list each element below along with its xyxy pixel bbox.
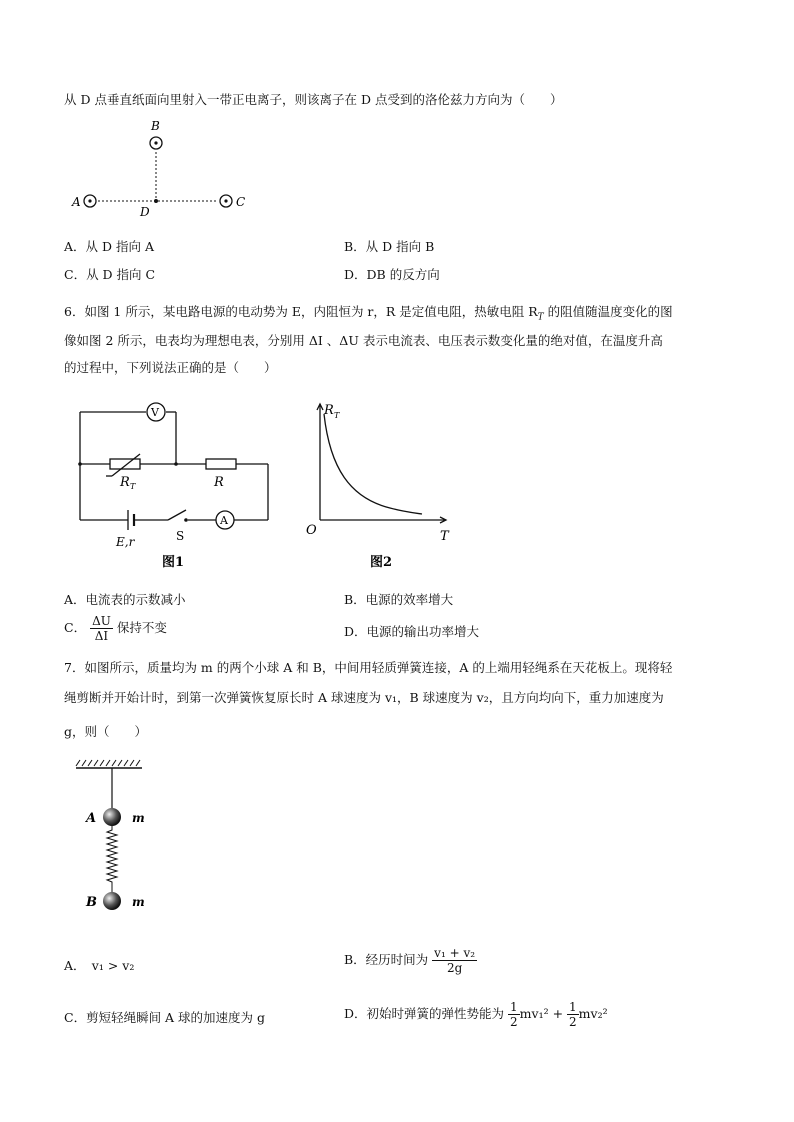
spring xyxy=(107,826,117,892)
label-source: E,r xyxy=(116,535,135,549)
point-d xyxy=(154,199,158,203)
svg-text:A: A xyxy=(220,514,228,527)
q5-option-c: C．从 D 指向 C xyxy=(64,267,156,282)
svg-text:T: T xyxy=(130,482,136,491)
ball-a xyxy=(103,808,121,826)
q6-option-c: C． $\frac{\Delta U}{\Delta I}$ 保持不变 xyxy=(64,614,167,643)
q6-option-b: B．电源的效率增大 xyxy=(344,592,454,607)
label-b: B xyxy=(151,119,160,133)
graph-ylabel: R xyxy=(324,403,334,418)
q5-option-a: A．从 D 指向 A xyxy=(64,239,154,254)
q5-option-b: B．从 D 指向 B xyxy=(344,239,435,254)
q7-option-a: A． v₁ > v₂ xyxy=(64,958,135,973)
label-rt: R xyxy=(120,475,130,490)
caption-fig1: 图1 xyxy=(162,555,185,570)
caption-fig2: 图2 xyxy=(370,555,393,570)
q7-option-d: D．初始时弹簧的弹性势能为 $\frac{1}{2}$ mv₁² + $\frac{1}{2}$ mv₂² xyxy=(344,1000,608,1029)
q5-stem: 从 D 点垂直纸面向里射入一带正电离子，则该离子在 D 点受到的洛伦兹力方向为（ ） xyxy=(64,92,563,107)
label-d: D xyxy=(140,205,150,219)
graph-xlabel: T xyxy=(440,529,449,544)
label-mass-b: m xyxy=(132,895,145,909)
svg-text:V: V xyxy=(151,406,159,419)
q6-stem-line1: 6．如图 1 所示，某电路电源的电动势为 E，内阻恒为 r，R 是定值电阻，热敏电阻 $R_T$ 的阻值随温度变化的图 xyxy=(64,304,673,323)
label-c: C xyxy=(236,195,246,209)
graph-origin: O xyxy=(306,523,317,538)
label-a: A xyxy=(72,195,81,209)
label-ball-b: B xyxy=(86,895,97,910)
label-mass-a: m xyxy=(132,811,145,825)
q7-stem-line3: g，则（ ） xyxy=(64,724,148,739)
svg-text:T: T xyxy=(334,411,340,420)
q6-option-a: A．电流表的示数减小 xyxy=(64,592,186,607)
ball-b xyxy=(103,892,121,910)
q5-option-d: D．DB 的反方向 xyxy=(344,267,440,282)
q7-option-b: B．经历时间为 $\frac{\text{v₁ + v₂}}{2g}$ xyxy=(344,946,476,975)
label-s: S xyxy=(176,529,185,543)
q6-stem-line2: 像如图 2 所示，电表均为理想电表，分别用 ΔI 、ΔU 表示电流表、电压表示数变化量的绝对值，在温度升高 xyxy=(64,333,663,348)
switch-icon xyxy=(168,510,186,520)
q7-spring-figure xyxy=(70,756,190,916)
label-ball-a: A xyxy=(86,811,97,826)
q6-option-d: D．电源的输出功率增大 xyxy=(344,624,480,639)
q6-graph-figure xyxy=(300,398,460,570)
label-r: R xyxy=(214,475,224,490)
rt-curve xyxy=(324,414,422,514)
q7-stem-line1: 7．如图所示，质量均为 m 的两个小球 A 和 B，中间用轻质弹簧连接，A 的上端用轻绳系在天花板上。现将轻 xyxy=(64,660,673,675)
q5-figure xyxy=(64,118,264,222)
q7-stem-line2: 绳剪断并开始计时，到第一次弹簧恢复原长时 A 球速度为 v₁，B 球速度为 v₂，且方向均向下，重力加速度为 xyxy=(64,690,664,705)
thermistor-icon xyxy=(110,459,140,469)
q6-circuit-figure xyxy=(70,398,280,570)
resistor-icon xyxy=(206,459,236,469)
q7-option-c: C．剪短轻绳瞬间 A 球的加速度为 g xyxy=(64,1010,266,1025)
q6-stem-line3: 的过程中，下列说法正确的是（ ） xyxy=(64,360,277,375)
